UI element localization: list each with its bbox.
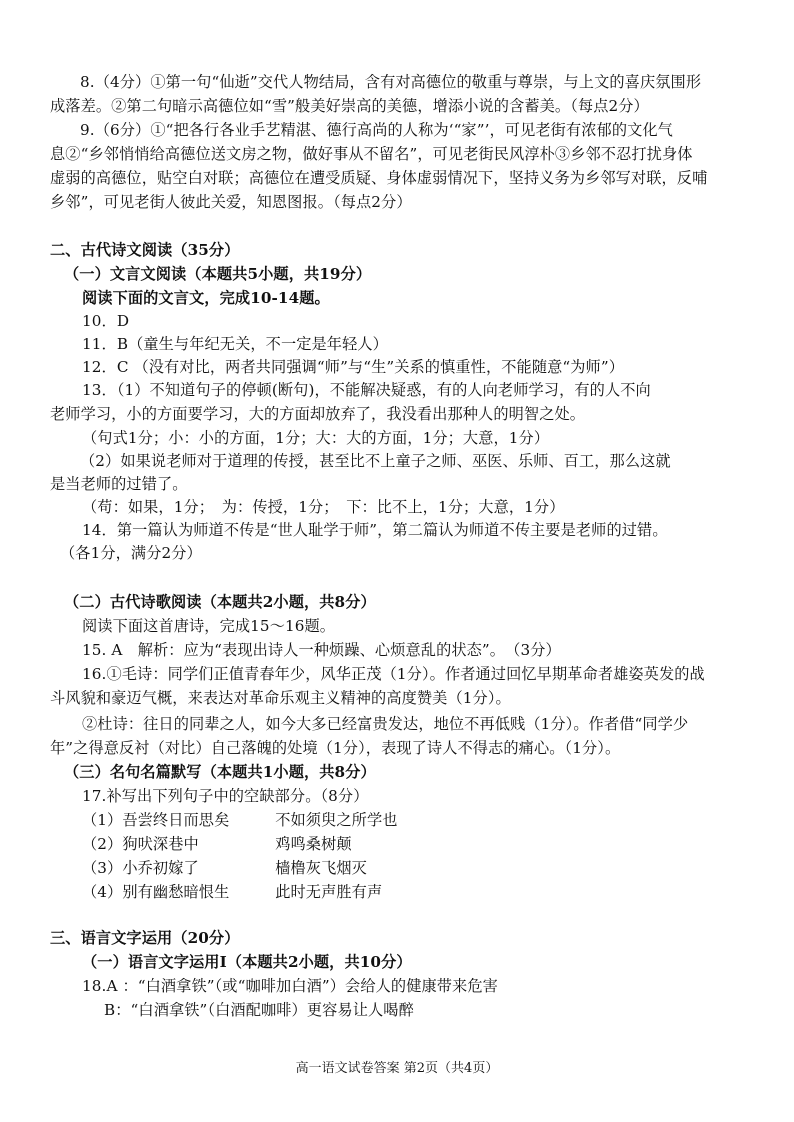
section-3-heading: 三、语言文字运用（20分） <box>50 929 240 947</box>
poetry-instruction: 阅读下面这首唐诗，完成15～16题。 <box>82 617 336 635</box>
page-footer: 高一语文试卷答案 第2页（共4页） <box>295 1061 499 1076</box>
q9-line-1: 9.（6分）①“把各行各业手艺精湛、德行高尚的人称为‘“家”’，可见老街有浓郁的文化气 <box>80 121 673 139</box>
subsection-recitation: （三）名句名篇默写（本题共1小题，共8分） <box>64 763 376 781</box>
q16-line-2: 斗风貌和豪迈气概，来表达对革命乐观主义精神的高度赞美（1分）。 <box>50 689 511 707</box>
section-2-heading: 二、古代诗文阅读（35分） <box>50 241 240 259</box>
q17-item-4: （4）别有幽愁暗恨生 此时无声胜有声 <box>82 883 383 901</box>
q14-line-1: 14．第一篇认为师道不传是“世人耻学于师”，第二篇认为师道不传主要是老师的过错。 <box>82 521 668 539</box>
subsection-poetry: （二）古代诗歌阅读（本题共2小题，共8分） <box>64 593 376 611</box>
q8-line-1: 8.（4分）①第一句“仙逝”交代人物结局，含有对高德位的敬重与尊崇，与上文的喜庆氛围形 <box>80 73 702 91</box>
q9-line-4: 乡邻”，可见老街人彼此关爱，知恩图报。（每点2分） <box>50 193 412 211</box>
q17-item-2: （2）狗吠深巷中 鸡鸣桑树颠 <box>82 835 352 853</box>
q10-answer: 10．D <box>82 312 130 330</box>
q14-line-2: （各1分，满分2分） <box>60 544 202 562</box>
q18-answer-a: 18.A ：“白酒拿铁”（或“咖啡加白酒”）会给人的健康带来危害 <box>82 977 498 995</box>
q13-line-3: （2）如果说老师对于道理的传授，甚至比不上童子之师、巫医、乐师、百工，那么这就 <box>80 452 671 470</box>
q9-line-3: 虚弱的高德位，贴空白对联；高德位在遭受质疑、身体虚弱情况下，坚持义务为乡邻写对联，反哺 <box>50 169 708 187</box>
q16-line-3: ②杜诗：往日的同辈之人，如今大多已经富贵发达，地位不再低贱（1分）。作者借“同学少 <box>82 715 689 733</box>
prose-instruction: 阅读下面的文言文，完成10-14题。 <box>82 289 330 307</box>
q11-answer: 11．B（童生与年纪无关，不一定是年轻人） <box>82 335 388 353</box>
q13-score-2: （苟：如果，1分； 为：传授，1分； 下：比不上，1分；大意，1分） <box>82 498 565 516</box>
q18-answer-b: B：“白酒拿铁”（白酒配咖啡）更容易让人喝醉 <box>104 1001 414 1019</box>
q13-score-1: （句式1分；小：小的方面，1分；大：大的方面，1分；大意，1分） <box>82 429 550 447</box>
q16-line-4: 年”之得意反衬（对比）自己落魄的处境（1分），表现了诗人不得志的痛心。（1分）。 <box>50 739 621 757</box>
q8-line-2: 成落差。②第二句暗示高德位如“雪”般美好崇高的美德，增添小说的含蓄美。（每点2分） <box>50 97 649 115</box>
q15-answer: 15. A 解析：应为“表现出诗人一种烦躁、心烦意乱的状态”。 （3分） <box>82 641 561 659</box>
q12-answer: 12．C （没有对比，两者共同强调“师”与“生”关系的慎重性，不能随意“为师”） <box>82 358 624 376</box>
q13-line-1: 13．（1）不知道句子的停顿(断句)，不能解决疑惑，有的人向老师学习，有的人不向 <box>82 381 651 399</box>
q17-item-1: （1）吾尝终日而思矣 不如须臾之所学也 <box>82 811 398 829</box>
subsection-language-use: （一）语言文字运用Ⅰ（本题共2小题，共10分） <box>82 953 412 971</box>
q13-line-4: 是当老师的过错了。 <box>50 475 188 493</box>
q13-line-2: 老师学习，小的方面要学习，大的方面却放弃了，我没看出那种人的明智之处。 <box>50 405 586 423</box>
q17-prompt: 17.补写出下列句子中的空缺部分。（8分） <box>82 787 369 805</box>
q16-line-1: 16.①毛诗：同学们正值青春年少，风华正茂（1分）。作者通过回忆早期革命者雄姿英发的战 <box>82 665 705 683</box>
subsection-classical-prose: （一）文言文阅读（本题共5小题，共19分） <box>64 265 372 283</box>
q17-item-3: （3）小乔初嫁了 樯橹灰飞烟灭 <box>82 859 367 877</box>
q9-line-2: 息②“乡邻悄悄给高德位送文房之物，做好事从不留名”，可见老街民风淳朴③乡邻不忍打扰身体 <box>50 145 693 163</box>
